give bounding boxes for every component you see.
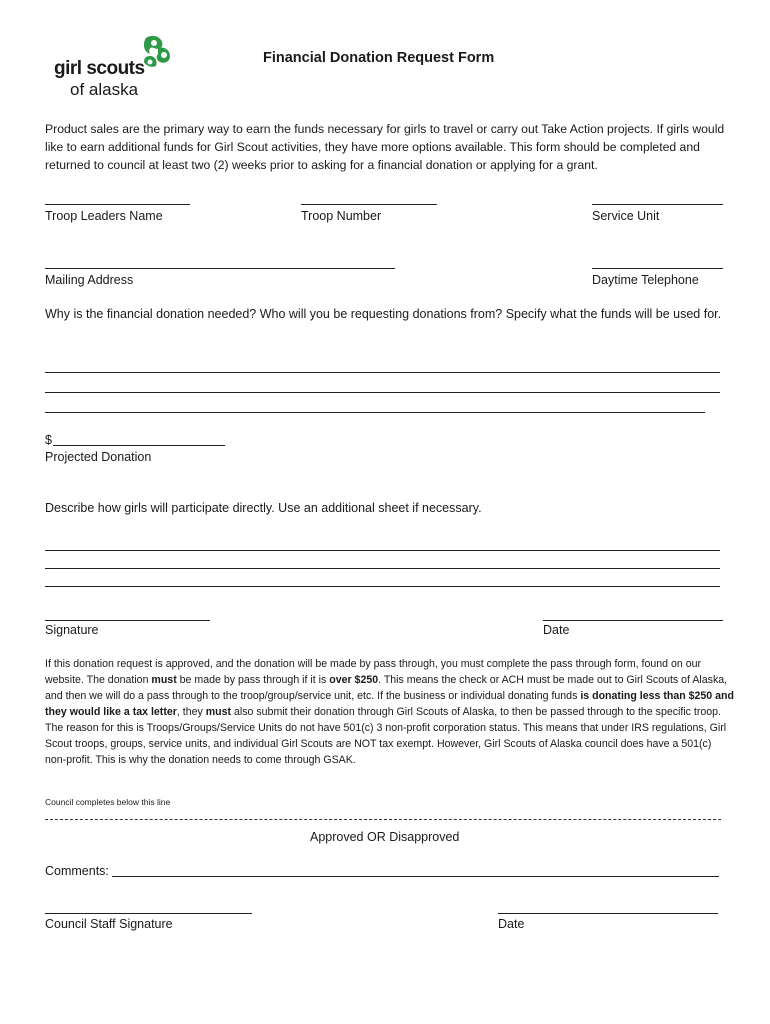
pass-through-bold-4: must xyxy=(205,706,232,718)
girl-scouts-logo xyxy=(54,34,184,100)
daytime-phone-label: Daytime Telephone xyxy=(592,273,699,287)
mailing-address-label: Mailing Address xyxy=(45,273,134,287)
date-label: Date xyxy=(543,623,570,637)
council-date-label: Date xyxy=(498,917,525,931)
troop-number-line[interactable] xyxy=(301,204,437,205)
describe-answer-line-1[interactable] xyxy=(45,550,720,551)
question-why: Why is the financial donation needed? Who will you be requesting donations from? Specify what the funds will be used for. xyxy=(45,307,722,321)
signature-line[interactable] xyxy=(45,620,210,621)
troop-number-label: Troop Number xyxy=(301,209,382,223)
pass-through-text-1: If this donation request is approved, and the donation will be made by pass through, you must complete the pass through form, found on our website. The donation xyxy=(45,658,702,686)
council-note: Council completes below this line xyxy=(45,797,171,807)
pass-through-text-5: also submit their donation through Girl Scouts of Alaska, to then be passed through to the specific troop. The reason for this is Troops/Groups/Service Units do not have 501(c) 3 non-profit corporation status. This means that under IRS regulations, Girl Scout troops, groups, service units, and individual Girl Scouts are NOT tax exempt. However, Girl Scouts of Alaska council does have a 501(c) non-profit. This is why the donation needs to come through GSAK. xyxy=(45,706,727,766)
pass-through-text-4: , they xyxy=(176,706,206,718)
comments-line[interactable] xyxy=(112,876,719,877)
intro-paragraph: Product sales are the primary way to earn the funds necessary for girls to travel or carry out Take Action projects. If girls would like to earn additional funds for Girl Scout activities, they have more options available. This form should be completed and returned to council at least two (2) weeks prior to asking for a financial donation or applying for a grant. xyxy=(45,122,725,172)
approval-status: Approved OR Disapproved xyxy=(310,830,460,844)
form-title: Financial Donation Request Form xyxy=(263,50,495,66)
pass-through-bold-3: is donating less than $250 and they would like a tax letter xyxy=(45,690,734,718)
why-answer-line-3[interactable] xyxy=(45,412,705,413)
projected-donation-line[interactable] xyxy=(53,445,225,446)
service-unit-label: Service Unit xyxy=(592,209,660,223)
council-date-line[interactable] xyxy=(498,913,718,914)
describe-answer-line-2[interactable] xyxy=(45,568,720,569)
projected-donation-label: Projected Donation xyxy=(45,450,152,464)
pass-through-bold-2: over $250 xyxy=(329,674,379,686)
comments-label: Comments: xyxy=(45,864,109,878)
date-line[interactable] xyxy=(543,620,723,621)
mailing-address-line[interactable] xyxy=(45,268,395,269)
troop-leader-line[interactable] xyxy=(45,204,190,205)
why-answer-line-1[interactable] xyxy=(45,372,720,373)
pass-through-paragraph xyxy=(45,656,735,768)
question-describe: Describe how girls will participate directly. Use an additional sheet if necessary. xyxy=(45,501,482,515)
describe-answer-line-3[interactable] xyxy=(45,586,720,587)
currency-symbol: $ xyxy=(45,433,52,447)
why-answer-line-2[interactable] xyxy=(45,392,720,393)
logo-line2: of alaska xyxy=(70,80,139,99)
daytime-phone-line[interactable] xyxy=(592,268,723,269)
council-signature-line[interactable] xyxy=(45,913,252,914)
signature-label: Signature xyxy=(45,623,99,637)
council-signature-label: Council Staff Signature xyxy=(45,917,173,931)
pass-through-text-2: be made by pass through if it is xyxy=(176,674,330,686)
service-unit-line[interactable] xyxy=(592,204,723,205)
council-divider xyxy=(45,819,721,820)
pass-through-text-3: . This means the check or ACH must be made out to Girl Scouts of Alaska, and then we will do a pass through to the troop/group/service unit, etc. If the business or individual donating funds xyxy=(45,674,728,702)
troop-leader-label: Troop Leaders Name xyxy=(45,209,163,223)
logo-line1: girl scouts xyxy=(54,58,145,79)
pass-through-bold-1: must xyxy=(151,674,177,686)
